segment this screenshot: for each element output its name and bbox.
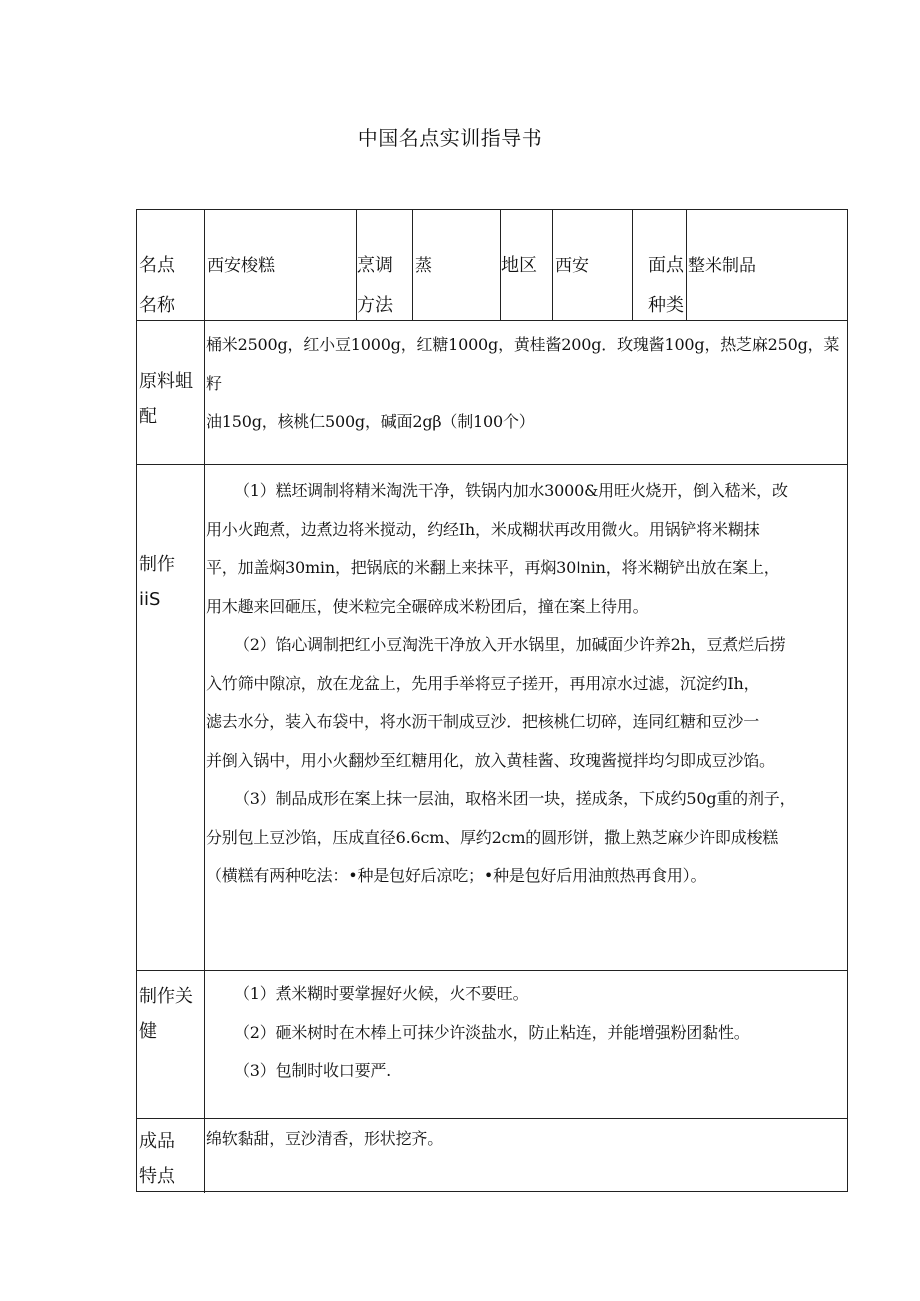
keypoint-line: （3）包制时收口要严.	[234, 1061, 392, 1080]
row-divider	[137, 1118, 847, 1119]
process-line: 并倒入锅中，用小火翻炒至红糖用化，放入黄桂酱、玫瑰酱搅拌均匀即成豆沙馅。	[206, 750, 775, 770]
ingredients-line: 油150g，核桃仁500g，碱面2gβ（制100个）	[206, 412, 535, 431]
features-label-line2: 特点	[139, 1166, 175, 1187]
column-divider	[632, 210, 633, 320]
process-line: 滤去水分，装入布袋中，将水沥干制成豆沙．把核桃仁切碎，连同红糖和豆沙一	[206, 712, 760, 731]
region-value: 西安	[555, 256, 589, 276]
ingredients-text	[206, 326, 846, 442]
name-label-line1: 名点	[139, 255, 175, 276]
keypoint-line: （2）砸米树时在木棒上可抹少许淡盐水，防止粘连，并能增强粉团黏性。	[234, 1022, 750, 1042]
features-label-line1: 成品	[139, 1131, 175, 1152]
ingredients-label-line1: 原料蛆	[139, 371, 193, 392]
process-line: （横糕有两种吃法：•种是包好后凉吃；•种是包好后用油煎热再食用）。	[206, 866, 707, 885]
category-value: 整米制品	[688, 256, 756, 276]
row-divider	[137, 464, 847, 465]
row-divider	[137, 970, 847, 971]
column-divider	[552, 210, 553, 320]
process-line: 入竹筛中隙凉，放在龙盆上，先用手举将豆子搓开，再用凉水过滤，沉淀约Ih，	[206, 673, 760, 693]
keypoints-label-line2: 健	[139, 1021, 157, 1042]
process-line: 用木趣来回砸压，使米粒完全碾碎成米粉团后，撞在案上待用。	[206, 596, 649, 616]
row-divider	[137, 320, 847, 321]
column-divider	[412, 210, 413, 320]
category-label-line1: 面点	[648, 255, 684, 276]
method-label-line1: 烹调	[357, 255, 393, 276]
process-line: 分别包上豆沙馅，压成直径6.6cm、厚约2cm的圆形饼，撒上熟芝麻少许即成梭糕	[206, 827, 779, 847]
process-line: （1）糕坯调制将精米淘洗干净，铁锅内加水3000&用旺火烧开，倒入嵇米，改	[234, 481, 788, 500]
process-line: 用小火跑煮，边煮边将米搅动，约经Ih，米成糊状再改用微火。用锅铲将米糊抹	[206, 519, 760, 539]
page-title	[0, 122, 920, 151]
ingredients-line: 桶米2500g，红小豆1000g，红糖1000g，黄桂酱200g．玫瑰酱100g，热芝麻250g，菜籽	[206, 335, 840, 393]
process-line: 平，加盖焖30min，把锅底的米翻上来抹平，再焖30ǀnin，将米糊铲出放在案上，	[206, 558, 780, 577]
column-divider	[204, 210, 205, 1193]
recipe-table	[136, 209, 848, 1192]
page-title-text: 中国名点实训指导书	[357, 126, 543, 150]
keypoint-line: （1）煮米糊时要掌握好火候，火不要旺。	[234, 984, 529, 1003]
ingredients-label-line2: 配	[139, 406, 157, 427]
process-text	[206, 472, 846, 896]
method-label-line2: 方法	[357, 295, 393, 316]
keypoints-text	[234, 975, 844, 1091]
keypoints-label-line1: 制作关	[139, 986, 193, 1007]
features-value: 绵软黏甜，豆沙清香，形状挖齐。	[206, 1129, 444, 1148]
column-divider	[686, 210, 687, 320]
process-line: （2）馅心调制把红小豆淘洗干净放入开水锅里，加碱面少许养2h，豆煮烂后捞	[234, 635, 786, 654]
region-label: 地区	[501, 255, 537, 276]
method-value: 蒸	[415, 256, 432, 276]
process-label-line1: 制作	[139, 554, 175, 575]
name-label-line2: 名称	[139, 295, 175, 316]
process-line: （3）制品成形在案上抹一层油，取格米团一块，搓成条，下成约50g重的剂子，	[234, 789, 796, 808]
process-label-line2: iiS	[139, 589, 161, 610]
category-label-line2: 种类	[648, 295, 684, 316]
features-text	[206, 1120, 846, 1159]
name-value: 西安梭糕	[207, 256, 275, 276]
